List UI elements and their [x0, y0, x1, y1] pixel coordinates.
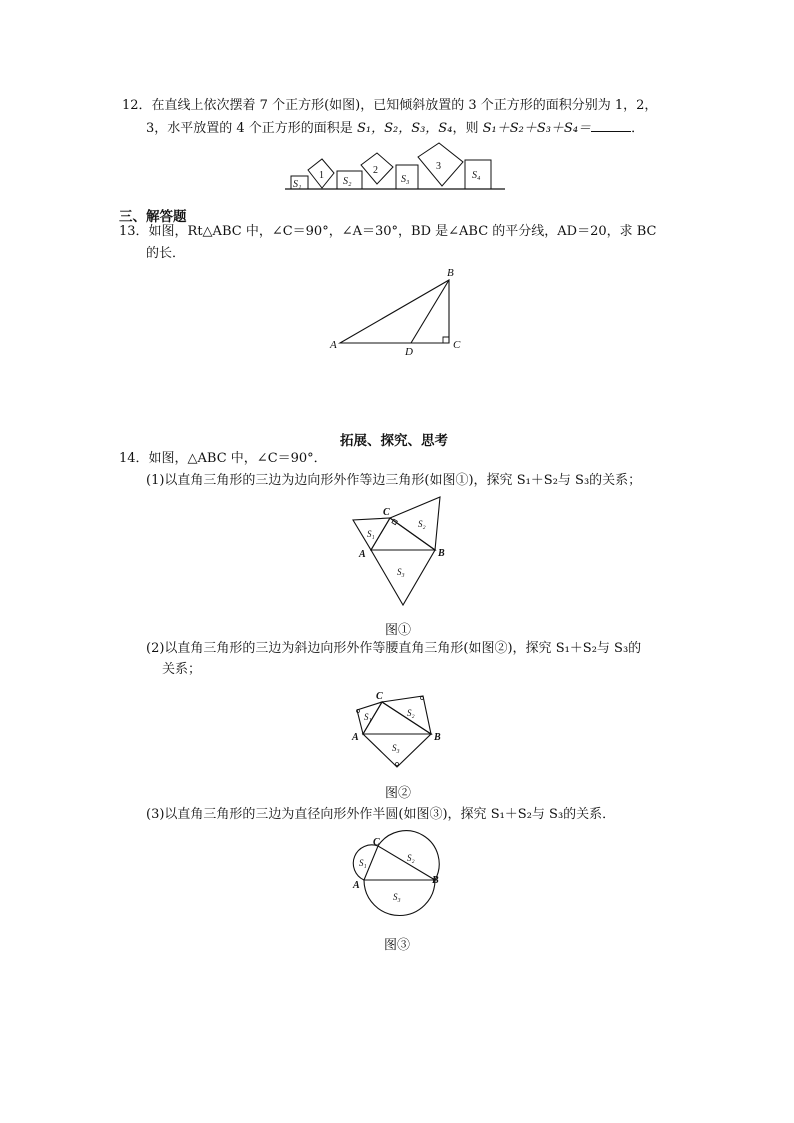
fig1-label-s3: S₃: [397, 567, 405, 577]
caption-fig1: 图①: [385, 623, 412, 638]
fig3-label-c: C: [373, 837, 380, 848]
fig1-label-s1: S₁: [367, 529, 375, 539]
label-s3: S₃: [401, 174, 410, 185]
q14-intro: 14．如图，△ABC 中，∠C＝90°．: [119, 451, 327, 466]
fig3-label-s2: S₂: [407, 853, 415, 863]
fig3-label-a: A: [353, 880, 360, 891]
triangle-figure: [325, 265, 475, 360]
q12-line2: [146, 119, 644, 138]
q12-line1: 12．在直线上依次摆着 7 个正方形(如图)，已知倾斜放置的 3 个正方形的面积分别为 1，2，: [122, 98, 658, 113]
q12-line2e: ．: [631, 121, 645, 136]
label-d: D: [405, 346, 413, 358]
caption-fig3: 图③: [384, 938, 411, 953]
fig1-label-s2: S₂: [418, 519, 426, 529]
q14-part1: (1)以直角三角形的三边为边向形外作等边三角形(如图①)，探究 S₁＋S₂与 S₃的关系；: [146, 473, 642, 488]
label-a: A: [330, 339, 337, 351]
figure-3-semicircles: [340, 830, 460, 945]
q14-part2a: (2)以直角三角形的三边为斜边向形外作等腰直角三角形(如图②)，探究 S₁＋S₂与 S₃的: [146, 641, 642, 656]
squares-figure: [285, 140, 510, 195]
label-2: 2: [373, 165, 378, 176]
label-c: C: [453, 339, 461, 351]
q14-part2b: 关系；: [162, 662, 202, 677]
label-s1: S₁: [293, 179, 302, 190]
fig3-label-s1: S₁: [359, 858, 367, 868]
label-b: B: [447, 267, 454, 279]
fig1-label-a: A: [359, 549, 366, 560]
fig3-label-s3: S₃: [393, 892, 401, 902]
q14-part3: (3)以直角三角形的三边为直径向形外作半圆(如图③)，探究 S₁＋S₂与 S₃的关系．: [146, 807, 616, 822]
fig2-label-s3: S₃: [392, 743, 400, 753]
fig2-label-b: B: [434, 732, 441, 743]
fig1-label-c: C: [383, 507, 390, 518]
q12-line2c: ，则: [452, 121, 483, 136]
fig2-label-c: C: [376, 691, 383, 702]
figure-1-equilateral: [345, 495, 465, 610]
q13-line2: 的长．: [146, 246, 186, 261]
fig1-label-b: B: [438, 548, 445, 559]
fig2-label-s2: S₂: [407, 708, 415, 718]
q12-line2a: 3，水平放置的 4 个正方形的面积是: [146, 121, 357, 136]
figure-2-isosceles: [345, 688, 455, 773]
extension-title: 拓展、探究、思考: [340, 433, 448, 449]
fig2-label-s1: S₁: [364, 712, 372, 722]
fig2-label-a: A: [352, 732, 359, 743]
q12-sum: S₁＋S₂＋S₃＋S₄＝: [482, 121, 592, 136]
caption-fig2: 图②: [385, 786, 412, 801]
label-3: 3: [436, 161, 441, 172]
fig3-label-b: B: [432, 875, 439, 886]
q12-areas: S₁，S₂，S₃，S₄: [356, 121, 453, 136]
label-1: 1: [319, 170, 324, 181]
section-title: 三、解答题: [119, 209, 187, 225]
answer-blank[interactable]: [591, 119, 631, 132]
q13-line1: 13．如图，Rt△ABC 中，∠C＝90°，∠A＝30°，BD 是∠ABC 的平分线，AD＝20，求 BC: [119, 224, 657, 239]
label-s4: S₄: [472, 170, 481, 181]
label-s2: S₂: [343, 176, 352, 187]
